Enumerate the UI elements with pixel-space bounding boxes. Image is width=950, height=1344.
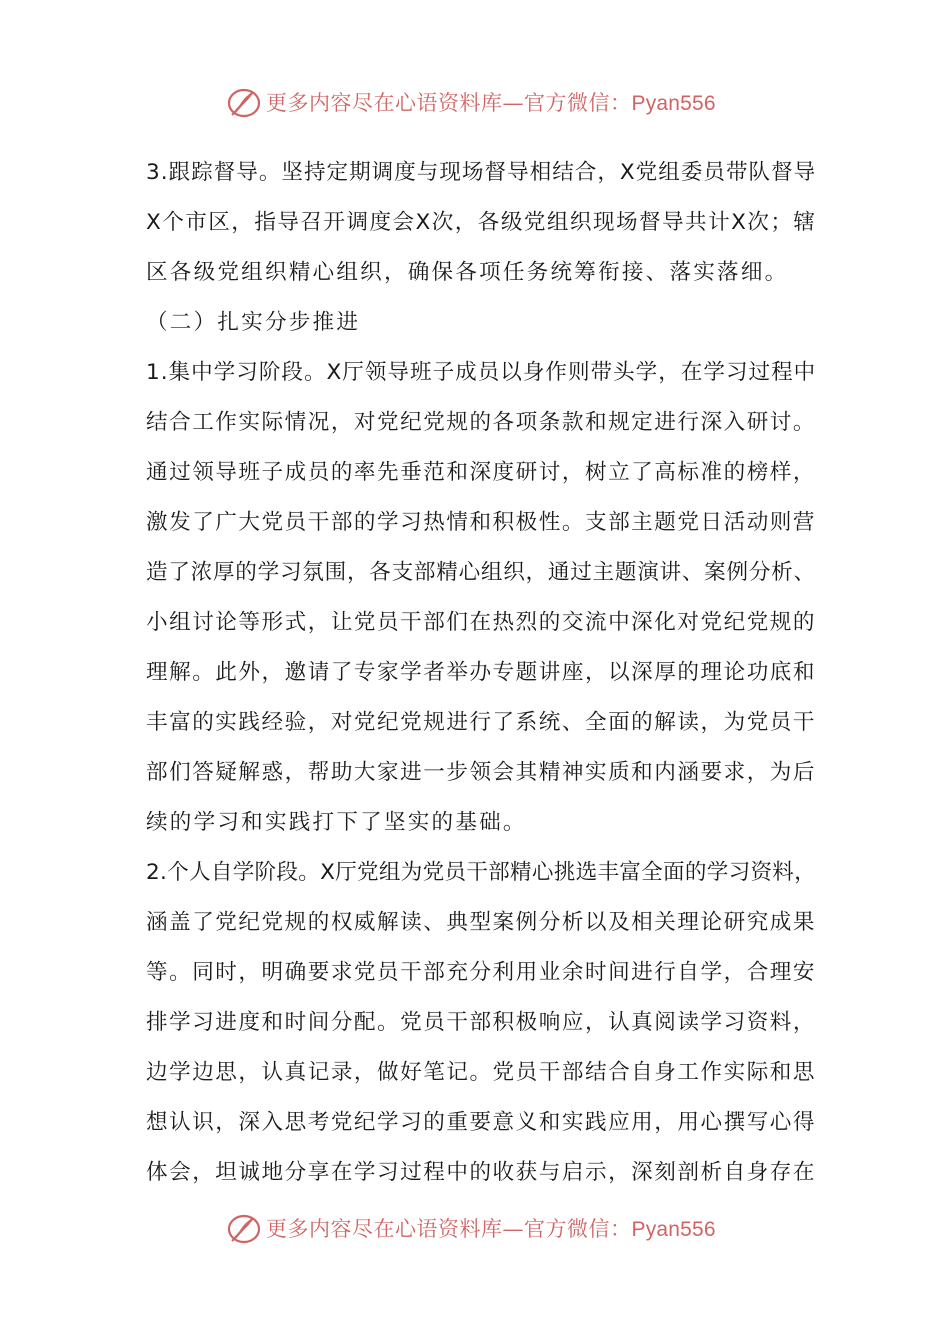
banner-text (266, 1213, 716, 1243)
footer-banner (0, 1208, 950, 1248)
banner-text (266, 87, 716, 117)
banner-prefix: 更多内容尽在心语资料库 (266, 1217, 503, 1241)
text-line: 丰富的实践经验，对党纪党规进行了系统、全面的解读，为党员干 (146, 710, 817, 735)
text-line: 1.集中学习阶段。X厅领导班子成员以身作则带头学，在学习过程中 (146, 360, 817, 385)
document-body (146, 148, 816, 1198)
text-line: 小组讨论等形式，让党员干部们在热烈的交流中深化对党纪党规的 (146, 610, 817, 635)
banner-wechat-label: 官方微信： (524, 91, 632, 115)
banner-dash: — (502, 91, 524, 115)
header-banner (0, 82, 950, 122)
text-line: X个市区，指导召开调度会X次，各级党组织现场督导共计X次；辖 (146, 210, 817, 235)
text-line: 区各级党组织精心组织，确保各项任务统筹衔接、落实落细。 (146, 260, 789, 285)
text-line: 想认识，深入思考党纪学习的重要意义和实践应用，用心撰写心得 (146, 1110, 817, 1135)
text-line: 3.跟踪督导。坚持定期调度与现场督导相结合，X党组委员带队督导 (146, 160, 817, 185)
text-line: 理解。此外，邀请了专家学者举办专题讲座，以深厚的理论功底和 (146, 660, 817, 685)
banner-dash: — (502, 1217, 524, 1241)
text-line: 结合工作实际情况，对党纪党规的各项条款和规定进行深入研讨。 (146, 410, 817, 435)
text-line: 续的学习和实践打下了坚实的基础。 (146, 810, 527, 835)
banner-wechat-id: Pyan556 (631, 92, 716, 115)
text-line: 2.个人自学阶段。X厅党组为党员干部精心挑选丰富全面的学习资料， (146, 860, 817, 885)
text-line: 通过领导班子成员的率先垂范和深度研讨，树立了高标准的榜样， (146, 460, 817, 485)
text-line: 涵盖了党纪党规的权威解读、典型案例分析以及相关理论研究成果 (146, 910, 817, 935)
quill-logo-icon (226, 1210, 262, 1246)
text-line: 造了浓厚的学习氛围，各支部精心组织，通过主题演讲、案例分析、 (146, 560, 816, 585)
text-line: 激发了广大党员干部的学习热情和积极性。支部主题党日活动则营 (146, 510, 817, 535)
text-line: 体会，坦诚地分享在学习过程中的收获与启示，深刻剖析自身存在 (146, 1160, 817, 1185)
text-line: 排学习进度和时间分配。党员干部积极响应，认真阅读学习资料， (146, 1010, 817, 1035)
section-heading: （二）扎实分步推进 (146, 310, 361, 335)
text-line: 边学边思，认真记录，做好笔记。党员干部结合自身工作实际和思 (146, 1060, 817, 1085)
quill-logo-icon (226, 84, 262, 120)
banner-prefix: 更多内容尽在心语资料库 (266, 91, 503, 115)
text-line: 等。同时，明确要求党员干部充分利用业余时间进行自学，合理安 (146, 960, 817, 985)
banner-wechat-id: Pyan556 (631, 1218, 716, 1241)
banner-wechat-label: 官方微信： (524, 1217, 632, 1241)
text-line: 部们答疑解惑，帮助大家进一步领会其精神实质和内涵要求，为后 (146, 760, 817, 785)
